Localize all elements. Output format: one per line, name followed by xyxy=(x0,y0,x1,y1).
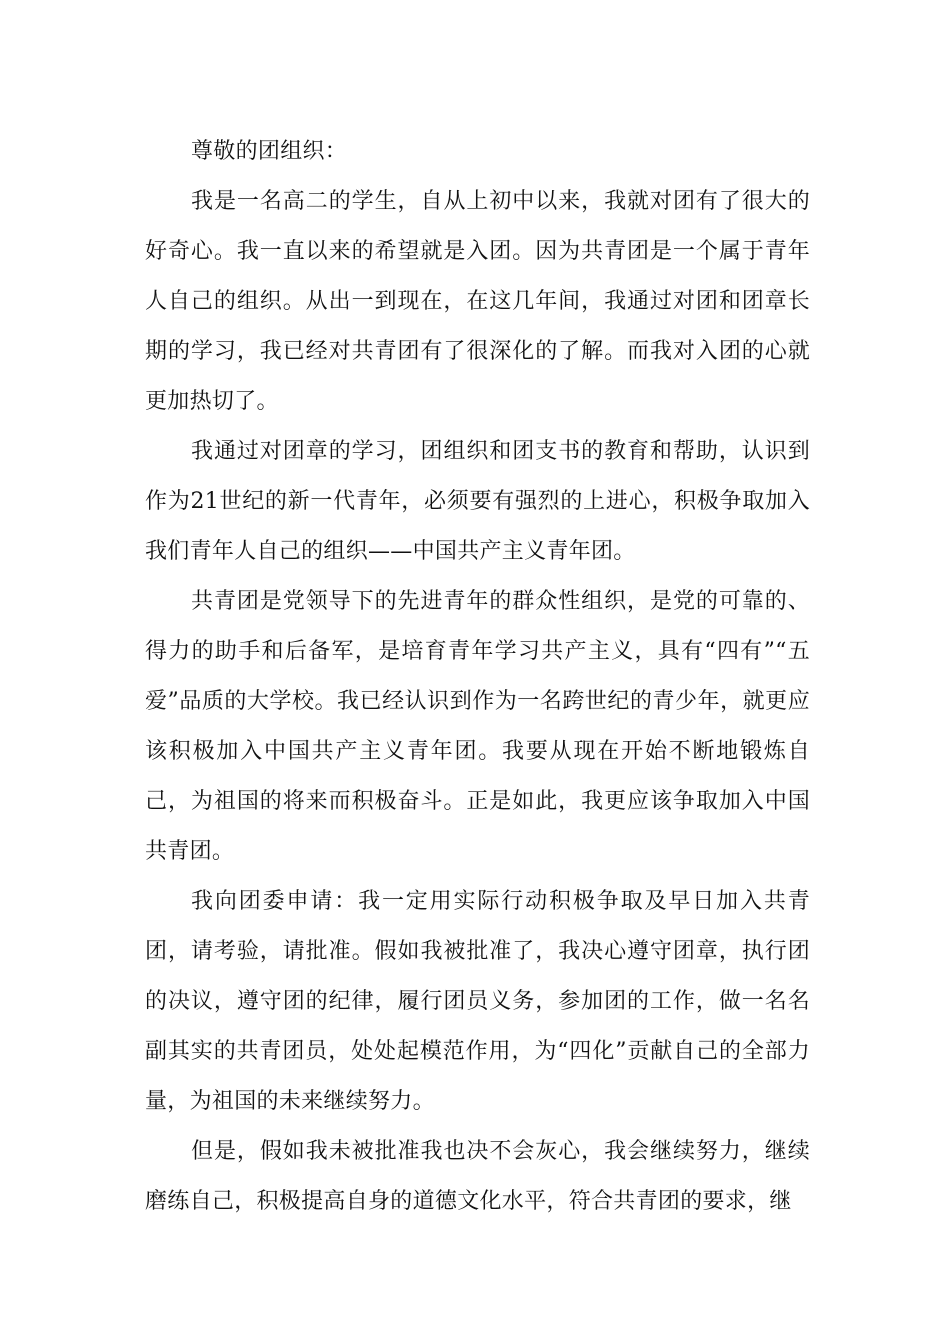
salutation: 尊敬的团组织： xyxy=(191,139,348,164)
paragraph: 我向团委申请：我一定用实际行动积极争取及早日加入共青团，请考验，请批准。假如我被批准了，我决心遵守团章，执行团的决议，遵守团的纪律，履行团员义务，参加团的工作，做一名名副其实的共青团员，处处起模范作用，为“四化”贡献自己的全部力量，为祖国的未来继续努力。 xyxy=(145,889,810,1114)
letter-body xyxy=(145,127,810,1227)
paragraph: 但是，假如我未被批准我也决不会灰心，我会继续努力，继续磨练自己，积极提高自身的道德文化水平，符合共青团的要求，继 xyxy=(145,1139,810,1214)
paragraph: 我是一名高二的学生，自从上初中以来，我就对团有了很大的好奇心。我一直以来的希望就是入团。因为共青团是一个属于青年人自己的组织。从出一到现在，在这几年间，我通过对团和团章长期的学习，我已经对共青团有了很深化的了解。而我对入团的心就更加热切了。 xyxy=(145,189,810,414)
paragraph: 共青团是党领导下的先进青年的群众性组织，是党的可靠的、得力的助手和后备军，是培育青年学习共产主义，具有“四有”“五爱”品质的大学校。我已经认识到作为一名跨世纪的青少年，就更应该积极加入中国共产主义青年团。我要从现在开始不断地锻炼自己，为祖国的将来而积极奋斗。正是如此，我更应该争取加入中国共青团。 xyxy=(145,589,810,864)
paragraph: 我通过对团章的学习，团组织和团支书的教育和帮助，认识到作为21世纪的新一代青年，必须要有强烈的上进心，积极争取加入我们青年人自己的组织——中国共产主义青年团。 xyxy=(145,439,810,564)
